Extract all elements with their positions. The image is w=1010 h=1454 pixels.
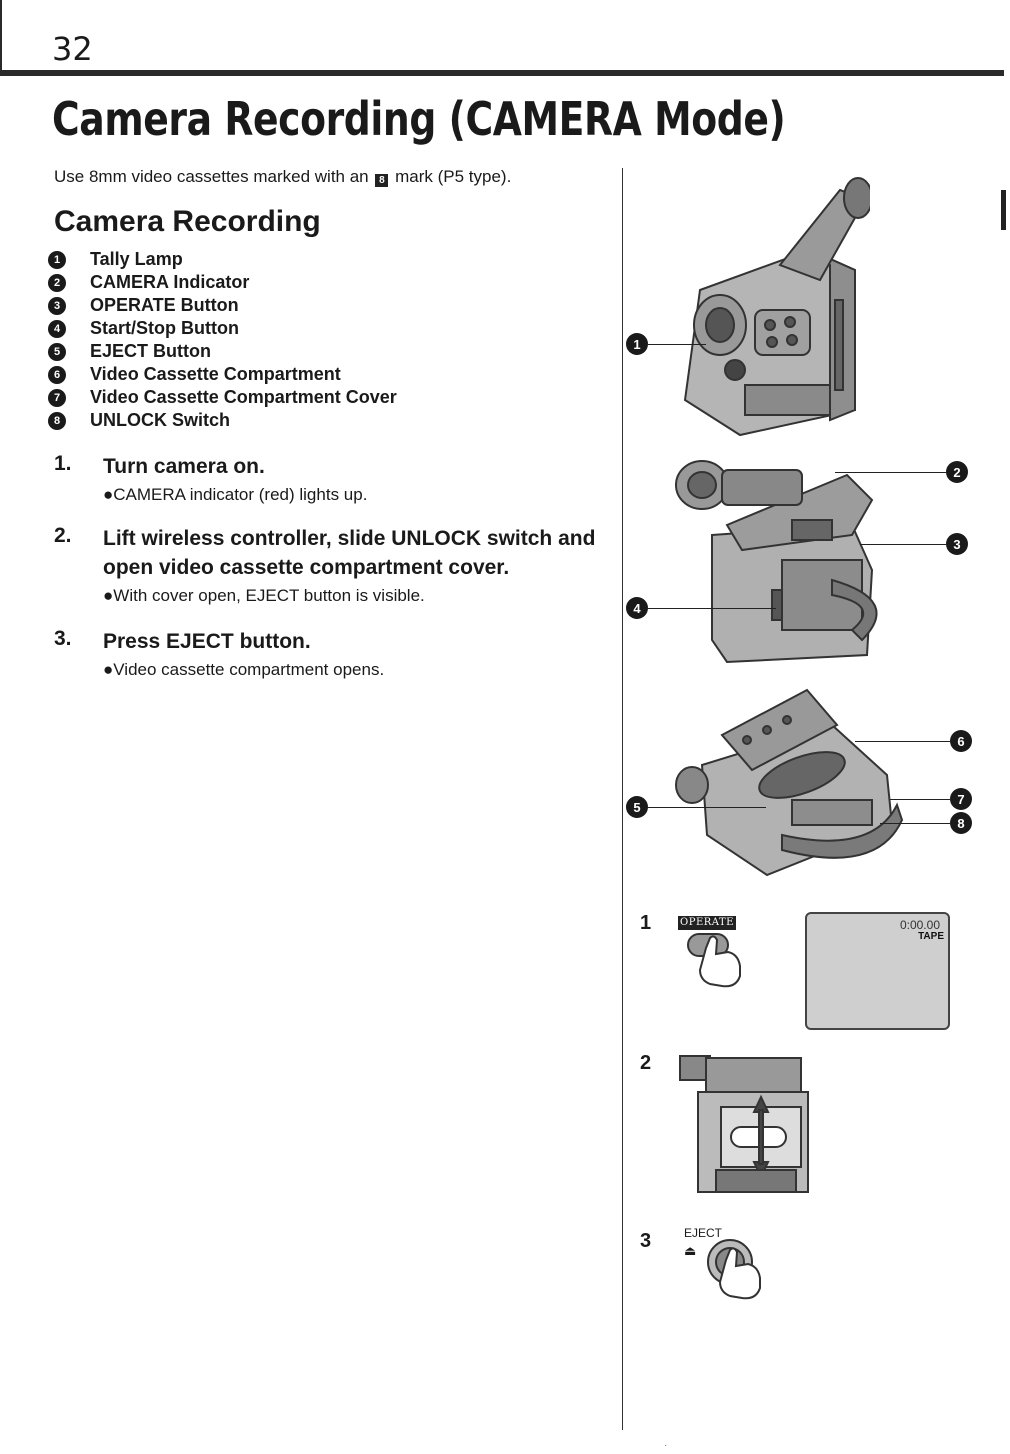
callout-line: [648, 608, 776, 609]
page-number: 32: [52, 30, 93, 68]
8mm-mark-icon: 8: [375, 174, 388, 187]
step-number: 3.: [54, 627, 72, 650]
part-number-badge: 4: [48, 320, 66, 338]
header-left-rule: [0, 0, 2, 76]
cassette-compartment-illustration: [672, 685, 912, 880]
callout-badge: 8: [950, 812, 972, 834]
part-item: [48, 317, 397, 340]
part-item: [48, 248, 397, 271]
camcorder-side-illustration: [672, 440, 902, 665]
callout-line: [855, 741, 950, 742]
part-label: EJECT Button: [90, 341, 211, 361]
step-number: 2.: [54, 524, 72, 547]
callout-badge: 2: [946, 461, 968, 483]
eject-label: EJECT: [684, 1226, 723, 1240]
part-label: Video Cassette Compartment Cover: [90, 387, 397, 407]
step-number: 1.: [54, 452, 72, 475]
lcd-screen: [805, 912, 950, 1030]
step-note: ●With cover open, EJECT button is visible.: [103, 586, 425, 605]
part-item: [48, 386, 397, 409]
part-number-badge: 7: [48, 389, 66, 407]
part-number-badge: 3: [48, 297, 66, 315]
hand-press-eject-icon: [704, 1236, 774, 1306]
callout-line: [648, 344, 706, 345]
intro-text: [54, 167, 511, 187]
callout-badge: 7: [950, 788, 972, 810]
part-item: [48, 294, 397, 317]
step-note: ●Video cassette compartment opens.: [103, 660, 385, 679]
figure-step-number: 2: [640, 1052, 652, 1074]
section-heading: Camera Recording: [54, 205, 321, 238]
part-label: Start/Stop Button: [90, 318, 239, 338]
part-label: Tally Lamp: [90, 249, 183, 269]
eject-icon: ⏏: [684, 1243, 697, 1258]
part-number-badge: 2: [48, 274, 66, 292]
stray-mark: ·: [664, 1440, 668, 1451]
operate-label: OPERATE: [678, 916, 736, 930]
step-title: Press EJECT button.: [103, 630, 311, 653]
step-title: Turn camera on.: [103, 455, 265, 478]
unlock-cover-illustration: [676, 1052, 816, 1197]
intro-before-mark: Use 8mm video cassettes marked with an: [54, 167, 369, 186]
part-number-badge: 6: [48, 366, 66, 384]
callout-badge: 1: [626, 333, 648, 355]
part-label: UNLOCK Switch: [90, 410, 231, 430]
figure-step-number: 1: [640, 912, 652, 934]
callout-line: [880, 823, 950, 824]
hand-press-operate-icon: [684, 930, 764, 990]
part-label: Video Cassette Compartment: [90, 364, 341, 384]
figure-step-number: 3: [640, 1230, 652, 1252]
part-label: CAMERA Indicator: [90, 272, 250, 292]
header-rule: [0, 70, 1004, 76]
part-number-badge: 1: [48, 251, 66, 269]
part-item: [48, 363, 397, 386]
part-number-badge: 5: [48, 343, 66, 361]
callout-badge: 6: [950, 730, 972, 752]
step-2: [54, 524, 614, 606]
intro-after-mark: mark (P5 type).: [395, 167, 512, 186]
edge-mark: [1001, 190, 1006, 230]
callout-line: [890, 799, 950, 800]
callout-line: [835, 472, 946, 473]
lcd-tape-warning: TAPE: [918, 931, 944, 942]
column-divider: [622, 168, 623, 1430]
part-item: [48, 271, 397, 294]
step-note: ●CAMERA indicator (red) lights up.: [103, 485, 368, 504]
step-3: [54, 627, 614, 680]
part-number-badge: 8: [48, 412, 66, 430]
part-label: OPERATE Button: [90, 295, 239, 315]
parts-list: [48, 248, 397, 432]
page-title: Camera Recording (CAMERA Mode): [52, 92, 786, 146]
callout-line: [648, 807, 766, 808]
callout-badge: 5: [626, 796, 648, 818]
lcd-time: 0:00.00: [899, 918, 940, 932]
step-title: Lift wireless controller, slide UNLOCK switch and open video cassette compartment cover.: [103, 527, 596, 579]
callout-badge: 4: [626, 597, 648, 619]
part-item: [48, 340, 397, 363]
camcorder-front-illustration: [660, 170, 870, 440]
callout-line: [860, 544, 946, 545]
callout-badge: 3: [946, 533, 968, 555]
part-item: [48, 409, 397, 432]
step-1: [54, 452, 614, 505]
